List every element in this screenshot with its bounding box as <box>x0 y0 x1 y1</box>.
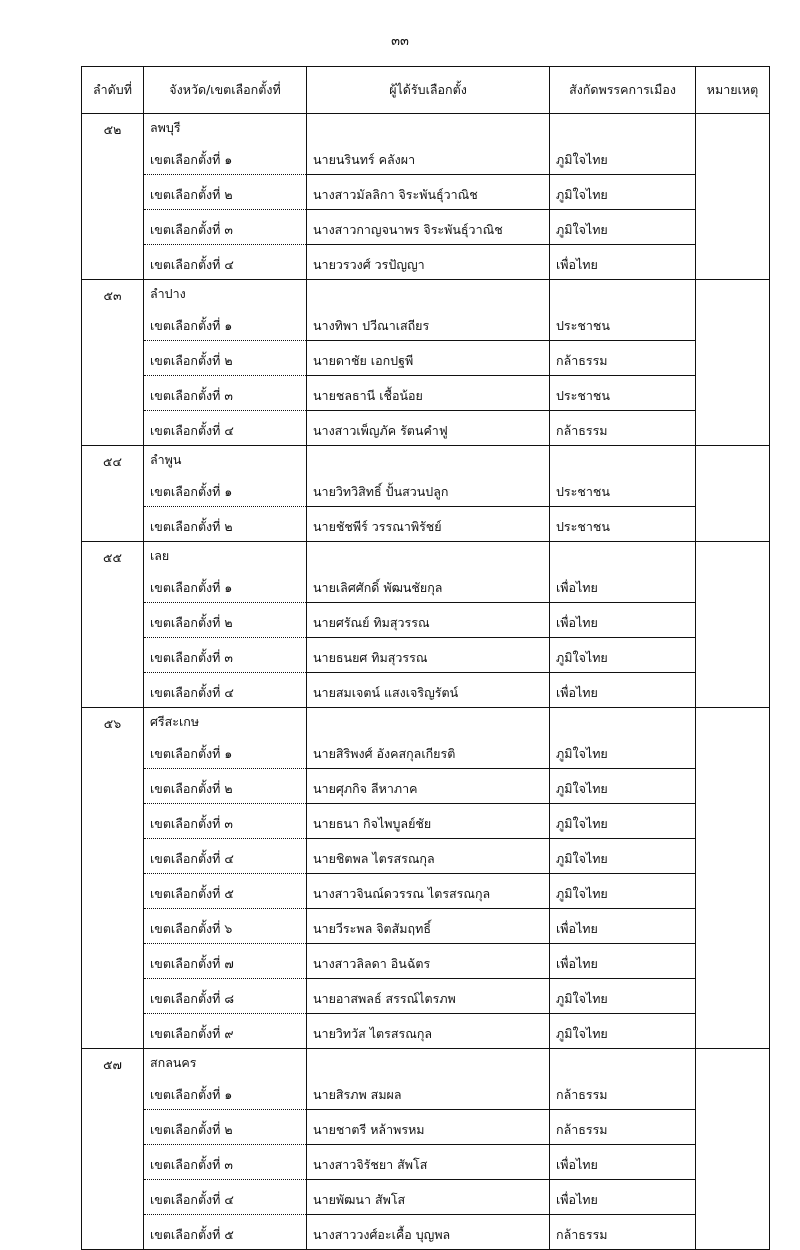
party-cell: กล้าธรรม <box>550 341 696 376</box>
table-row <box>82 734 770 769</box>
province-name: ศรีสะเกษ <box>144 708 307 735</box>
table-row <box>82 1145 770 1180</box>
table-row <box>82 769 770 804</box>
table-row <box>82 874 770 909</box>
table-row <box>82 1180 770 1215</box>
district-cell: เขตเลือกตั้งที่ ๔ <box>144 673 307 708</box>
note-cell <box>696 638 770 673</box>
district-cell: เขตเลือกตั้งที่ ๑ <box>144 734 307 769</box>
party-cell: เพื่อไทย <box>550 568 696 603</box>
table-body <box>82 114 770 1250</box>
district-cell: เขตเลือกตั้งที่ ๑ <box>144 472 307 507</box>
province-seq-number: ๕๒ <box>82 114 144 280</box>
party-cell: ประชาชน <box>550 376 696 411</box>
name-cell: นายวีระพล จิตสัมฤทธิ์ <box>307 909 550 944</box>
note-cell <box>696 376 770 411</box>
note-cell <box>696 909 770 944</box>
name-cell: นางสาววงศ์อะเคื้อ บุญพล <box>307 1215 550 1250</box>
name-cell: นายศรัณย์ ทิมสุวรรณ <box>307 603 550 638</box>
empty-cell <box>307 1049 550 1076</box>
note-cell <box>696 603 770 638</box>
party-cell: เพื่อไทย <box>550 944 696 979</box>
table-row <box>82 411 770 446</box>
district-cell: เขตเลือกตั้งที่ ๒ <box>144 175 307 210</box>
party-cell: เพื่อไทย <box>550 245 696 280</box>
table-row <box>82 306 770 341</box>
header-party: สังกัดพรรคการเมือง <box>550 67 696 114</box>
province-row <box>82 1049 770 1076</box>
district-cell: เขตเลือกตั้งที่ ๓ <box>144 1145 307 1180</box>
note-cell <box>696 734 770 769</box>
empty-cell <box>550 708 696 735</box>
name-cell: นายวรวงศ์ วรปัญญา <box>307 245 550 280</box>
name-cell: นางสาวกาญจนาพร จิระพันธุ์วาณิช <box>307 210 550 245</box>
table-row <box>82 175 770 210</box>
note-cell <box>696 673 770 708</box>
name-cell: นางทิพา ปวีณาเสถียร <box>307 306 550 341</box>
name-cell: นายเลิศศักดิ์ พัฒนชัยกุล <box>307 568 550 603</box>
empty-cell <box>696 1049 770 1076</box>
name-cell: นายชิตพล ไตรสรณกุล <box>307 839 550 874</box>
note-cell <box>696 944 770 979</box>
party-cell: เพื่อไทย <box>550 1145 696 1180</box>
empty-cell <box>696 280 770 307</box>
province-seq-number: ๕๓ <box>82 280 144 446</box>
province-seq-number: ๕๔ <box>82 446 144 542</box>
table-row <box>82 804 770 839</box>
party-cell: เพื่อไทย <box>550 603 696 638</box>
party-cell: ภูมิใจไทย <box>550 804 696 839</box>
empty-cell <box>307 114 550 141</box>
province-name: เลย <box>144 542 307 569</box>
name-cell: นายศุภกิจ ลีหาภาค <box>307 769 550 804</box>
note-cell <box>696 769 770 804</box>
table-row <box>82 1075 770 1110</box>
name-cell: นายสิริพงศ์ อังคสกุลเกียรติ <box>307 734 550 769</box>
name-cell: นายวิทวิสิทธิ์ ปั้นสวนปลูก <box>307 472 550 507</box>
district-cell: เขตเลือกตั้งที่ ๓ <box>144 210 307 245</box>
district-cell: เขตเลือกตั้งที่ ๒ <box>144 769 307 804</box>
party-cell: ประชาชน <box>550 306 696 341</box>
note-cell <box>696 1014 770 1049</box>
party-cell: กล้าธรรม <box>550 1215 696 1250</box>
table-row <box>82 376 770 411</box>
table-row <box>82 1215 770 1250</box>
province-name: สกลนคร <box>144 1049 307 1076</box>
district-cell: เขตเลือกตั้งที่ ๗ <box>144 944 307 979</box>
note-cell <box>696 1180 770 1215</box>
page-number: ๓๓ <box>391 34 409 49</box>
district-cell: เขตเลือกตั้งที่ ๕ <box>144 874 307 909</box>
party-cell: ประชาชน <box>550 507 696 542</box>
note-cell <box>696 1215 770 1250</box>
table-row <box>82 1014 770 1049</box>
header-seq: ลำดับที่ <box>82 67 144 114</box>
note-cell <box>696 1110 770 1145</box>
province-row <box>82 280 770 307</box>
party-cell: เพื่อไทย <box>550 673 696 708</box>
party-cell: ภูมิใจไทย <box>550 175 696 210</box>
district-cell: เขตเลือกตั้งที่ ๑ <box>144 568 307 603</box>
province-row <box>82 446 770 473</box>
name-cell: นายชลธานี เชื้อน้อย <box>307 376 550 411</box>
table-row <box>82 472 770 507</box>
note-cell <box>696 979 770 1014</box>
name-cell: นางสาวเพ็ญภัค รัตนคำฟู <box>307 411 550 446</box>
name-cell: นางสาวจิรัชยา สัพโส <box>307 1145 550 1180</box>
party-cell: ภูมิใจไทย <box>550 979 696 1014</box>
empty-cell <box>696 114 770 141</box>
note-cell <box>696 210 770 245</box>
empty-cell <box>307 542 550 569</box>
empty-cell <box>696 542 770 569</box>
party-cell: ภูมิใจไทย <box>550 874 696 909</box>
table-row <box>82 979 770 1014</box>
name-cell: นายดาชัย เอกปฐพี <box>307 341 550 376</box>
district-cell: เขตเลือกตั้งที่ ๔ <box>144 411 307 446</box>
district-cell: เขตเลือกตั้งที่ ๓ <box>144 376 307 411</box>
empty-cell <box>550 1049 696 1076</box>
name-cell: นางสาวลิลดา อินฉัตร <box>307 944 550 979</box>
district-cell: เขตเลือกตั้งที่ ๒ <box>144 507 307 542</box>
empty-cell <box>696 446 770 473</box>
party-cell: เพื่อไทย <box>550 909 696 944</box>
table-row <box>82 944 770 979</box>
name-cell: นางสาวมัลลิกา จิระพันธุ์วาณิช <box>307 175 550 210</box>
party-cell: เพื่อไทย <box>550 1180 696 1215</box>
table-row <box>82 603 770 638</box>
note-cell <box>696 568 770 603</box>
empty-cell <box>550 542 696 569</box>
note-cell <box>696 411 770 446</box>
name-cell: นายธนา กิจไพบูลย์ชัย <box>307 804 550 839</box>
header-note: หมายเหตุ <box>696 67 770 114</box>
note-cell <box>696 472 770 507</box>
note-cell <box>696 1075 770 1110</box>
party-cell: ภูมิใจไทย <box>550 210 696 245</box>
empty-cell <box>307 708 550 735</box>
district-cell: เขตเลือกตั้งที่ ๘ <box>144 979 307 1014</box>
province-seq-number: ๕๕ <box>82 542 144 708</box>
district-cell: เขตเลือกตั้งที่ ๒ <box>144 1110 307 1145</box>
note-cell <box>696 874 770 909</box>
name-cell: นายอาสพลธ์ สรรณ์ไตรภพ <box>307 979 550 1014</box>
note-cell <box>696 1145 770 1180</box>
name-cell: นายนรินทร์ คลังผา <box>307 140 550 175</box>
district-cell: เขตเลือกตั้งที่ ๔ <box>144 245 307 280</box>
province-row <box>82 114 770 141</box>
table-row <box>82 839 770 874</box>
empty-cell <box>307 280 550 307</box>
header-name: ผู้ได้รับเลือกตั้ง <box>307 67 550 114</box>
note-cell <box>696 839 770 874</box>
province-seq-number: ๕๖ <box>82 708 144 1049</box>
election-results-table <box>81 66 770 1250</box>
party-cell: ประชาชน <box>550 472 696 507</box>
name-cell: นายธนยศ ทิมสุวรรณ <box>307 638 550 673</box>
name-cell: นายสมเจตน์ แสงเจริญรัตน์ <box>307 673 550 708</box>
district-cell: เขตเลือกตั้งที่ ๓ <box>144 804 307 839</box>
table-row <box>82 673 770 708</box>
empty-cell <box>550 446 696 473</box>
table-row <box>82 909 770 944</box>
name-cell: นายวิทวัส ไตรสรณกุล <box>307 1014 550 1049</box>
district-cell: เขตเลือกตั้งที่ ๑ <box>144 1075 307 1110</box>
district-cell: เขตเลือกตั้งที่ ๖ <box>144 909 307 944</box>
name-cell: นายชัชพีร์ วรรณาพิรัชย์ <box>307 507 550 542</box>
header-district: จังหวัด/เขตเลือกตั้งที่ <box>144 67 307 114</box>
district-cell: เขตเลือกตั้งที่ ๒ <box>144 603 307 638</box>
table-row <box>82 638 770 673</box>
name-cell: นายชาตรี หล้าพรหม <box>307 1110 550 1145</box>
province-name: ลำปาง <box>144 280 307 307</box>
province-row <box>82 542 770 569</box>
district-cell: เขตเลือกตั้งที่ ๒ <box>144 341 307 376</box>
province-name: ลำพูน <box>144 446 307 473</box>
table-row <box>82 140 770 175</box>
province-seq-number: ๕๗ <box>82 1049 144 1250</box>
note-cell <box>696 804 770 839</box>
district-cell: เขตเลือกตั้งที่ ๔ <box>144 1180 307 1215</box>
province-name: ลพบุรี <box>144 114 307 141</box>
note-cell <box>696 140 770 175</box>
district-cell: เขตเลือกตั้งที่ ๑ <box>144 306 307 341</box>
party-cell: ภูมิใจไทย <box>550 1014 696 1049</box>
note-cell <box>696 507 770 542</box>
district-cell: เขตเลือกตั้งที่ ๙ <box>144 1014 307 1049</box>
party-cell: ภูมิใจไทย <box>550 140 696 175</box>
province-row <box>82 708 770 735</box>
empty-cell <box>550 280 696 307</box>
district-cell: เขตเลือกตั้งที่ ๓ <box>144 638 307 673</box>
district-cell: เขตเลือกตั้งที่ ๑ <box>144 140 307 175</box>
table-header-row <box>82 67 770 114</box>
table-row <box>82 568 770 603</box>
district-cell: เขตเลือกตั้งที่ ๔ <box>144 839 307 874</box>
party-cell: ภูมิใจไทย <box>550 638 696 673</box>
table-row <box>82 1110 770 1145</box>
party-cell: ภูมิใจไทย <box>550 734 696 769</box>
party-cell: กล้าธรรม <box>550 1075 696 1110</box>
table-row <box>82 245 770 280</box>
party-cell: กล้าธรรม <box>550 1110 696 1145</box>
note-cell <box>696 341 770 376</box>
table-row <box>82 507 770 542</box>
empty-cell <box>696 708 770 735</box>
party-cell: ภูมิใจไทย <box>550 839 696 874</box>
name-cell: นางสาวจินณ์ดวรรณ ไตรสรณกุล <box>307 874 550 909</box>
district-cell: เขตเลือกตั้งที่ ๕ <box>144 1215 307 1250</box>
name-cell: นายสิรภพ สมผล <box>307 1075 550 1110</box>
party-cell: ภูมิใจไทย <box>550 769 696 804</box>
note-cell <box>696 306 770 341</box>
name-cell: นายพัฒนา สัพโส <box>307 1180 550 1215</box>
table-row <box>82 341 770 376</box>
note-cell <box>696 245 770 280</box>
table-row <box>82 210 770 245</box>
party-cell: กล้าธรรม <box>550 411 696 446</box>
note-cell <box>696 175 770 210</box>
empty-cell <box>307 446 550 473</box>
empty-cell <box>550 114 696 141</box>
